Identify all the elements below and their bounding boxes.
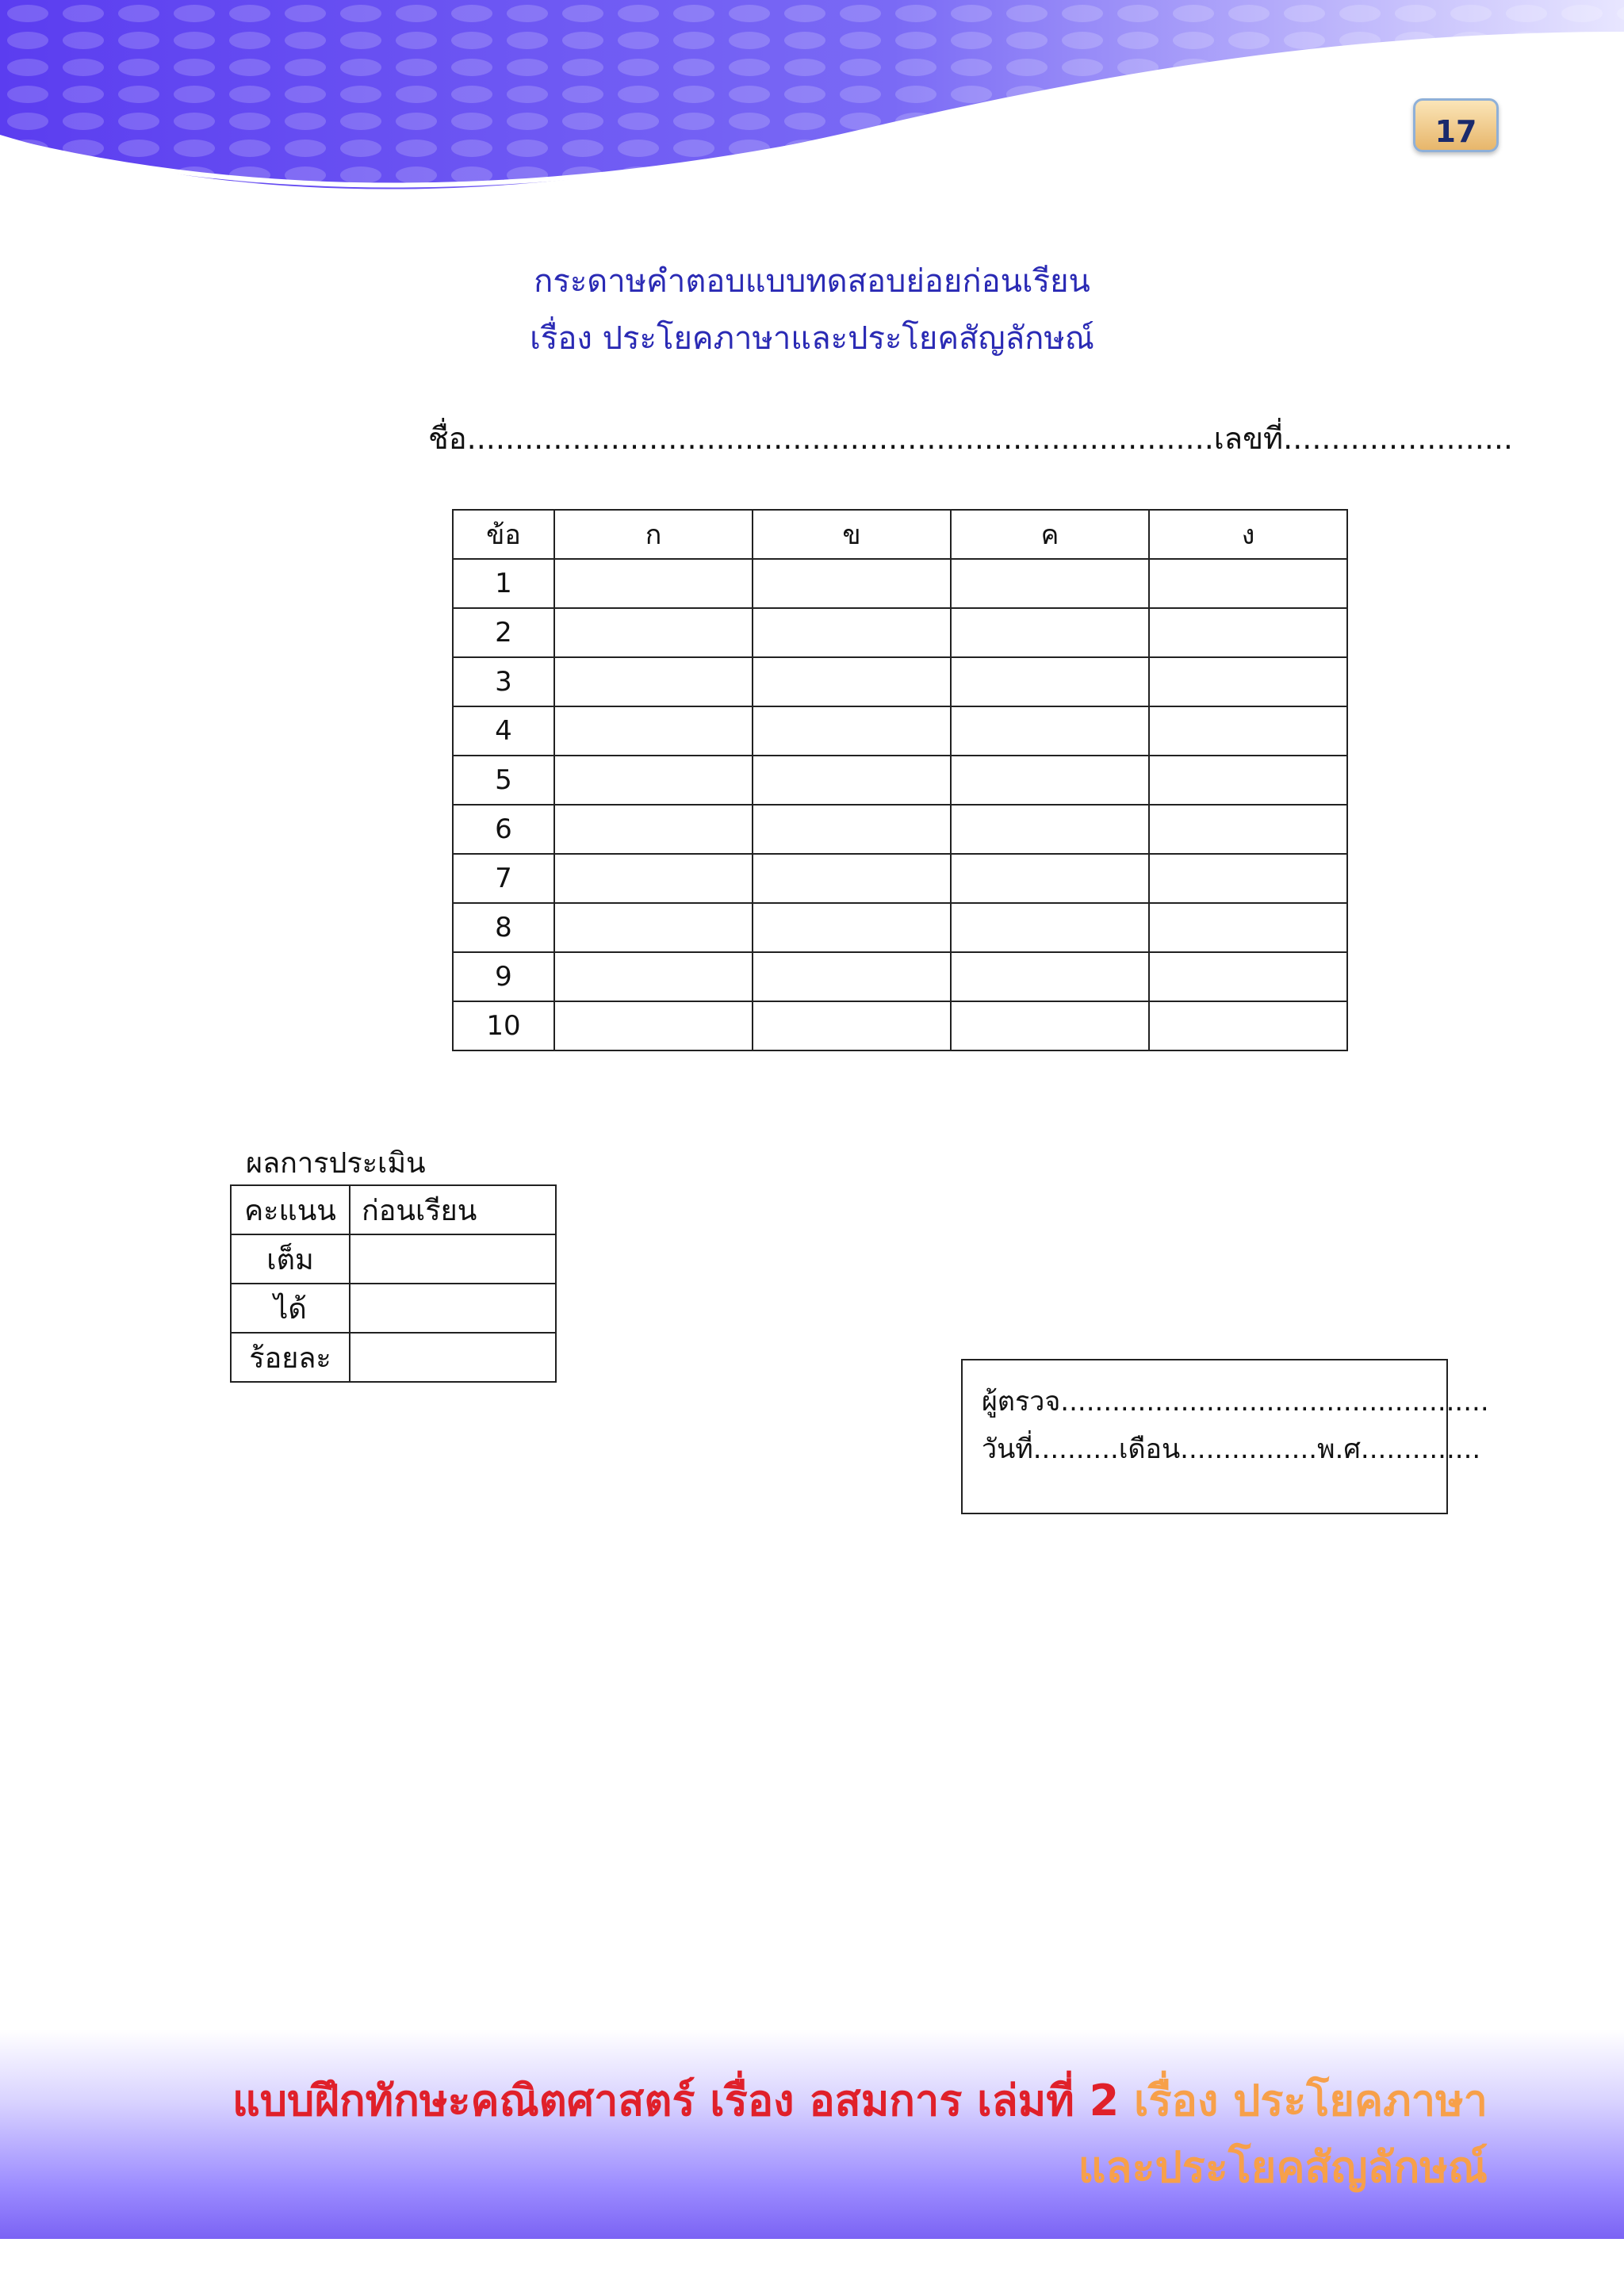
answer-cell[interactable] [1149, 608, 1347, 657]
number-blank[interactable]: ........................ [1283, 421, 1514, 456]
answer-cell[interactable] [753, 657, 951, 706]
answer-cell[interactable] [753, 805, 951, 854]
item-number: 1 [453, 559, 554, 608]
item-number: 10 [453, 1001, 554, 1050]
page-subtitle: เรื่อง ประโยคภาษาและประโยคสัญลักษณ์ [530, 320, 1094, 357]
answer-cell[interactable] [951, 952, 1149, 1001]
answer-cell[interactable] [554, 608, 753, 657]
name-blank[interactable]: .............................................................................. [466, 421, 1214, 456]
eval-label: คะแนน [231, 1185, 350, 1234]
eval-value-cell[interactable] [350, 1333, 556, 1382]
answer-cell[interactable] [1149, 657, 1347, 706]
table-row [453, 854, 1347, 903]
page-number: 17 [1434, 114, 1477, 149]
answer-cell[interactable] [753, 903, 951, 952]
answer-cell[interactable] [554, 756, 753, 805]
answer-cell[interactable] [951, 903, 1149, 952]
eval-label: ร้อยละ [231, 1333, 350, 1382]
item-number: 4 [453, 706, 554, 756]
footer-topic-text: เรื่อง ประโยคภาษา [1134, 2076, 1488, 2126]
answer-cell[interactable] [753, 608, 951, 657]
answer-cell[interactable] [1149, 854, 1347, 903]
answer-cell[interactable] [1149, 805, 1347, 854]
checker-box [961, 1359, 1489, 1514]
answer-cell[interactable] [554, 559, 753, 608]
page-number-badge [1413, 98, 1499, 152]
answer-cell[interactable] [951, 657, 1149, 706]
answer-cell[interactable] [554, 903, 753, 952]
answer-cell[interactable] [951, 608, 1149, 657]
answer-cell[interactable] [554, 657, 753, 706]
item-number: 3 [453, 657, 554, 706]
name-label: ชื่อ [428, 421, 467, 456]
header-item-number: ข้อ [453, 510, 554, 559]
item-number: 8 [453, 903, 554, 952]
answer-cell[interactable] [753, 952, 951, 1001]
table-row [231, 1333, 556, 1382]
answer-table [452, 509, 1348, 1051]
item-number: 9 [453, 952, 554, 1001]
checker-date-line[interactable]: วันที่..........เดือน................พ.ศ.............. [982, 1433, 1481, 1465]
evaluation-table [230, 1184, 557, 1383]
number-label: เลขที่ [1213, 421, 1284, 456]
footer-title-line2 [60, 2133, 1488, 2201]
answer-cell[interactable] [554, 1001, 753, 1050]
header-option-b: ข [753, 510, 951, 559]
answer-cell[interactable] [951, 1001, 1149, 1050]
table-row [231, 1234, 556, 1284]
table-row [453, 608, 1347, 657]
table-row [453, 805, 1347, 854]
answer-cell[interactable] [753, 706, 951, 756]
answer-cell[interactable] [1149, 756, 1347, 805]
answer-cell[interactable] [1149, 1001, 1347, 1050]
answer-cell[interactable] [1149, 952, 1347, 1001]
table-row [453, 903, 1347, 952]
answer-cell[interactable] [1149, 559, 1347, 608]
table-row [231, 1185, 556, 1234]
answer-cell[interactable] [753, 756, 951, 805]
answer-cell[interactable] [753, 559, 951, 608]
item-number: 2 [453, 608, 554, 657]
answer-cell[interactable] [951, 854, 1149, 903]
answer-cell[interactable] [951, 756, 1149, 805]
table-row [231, 1284, 556, 1333]
eval-value-cell[interactable] [350, 1284, 556, 1333]
header-option-c: ค [951, 510, 1149, 559]
answer-cell[interactable] [554, 952, 753, 1001]
table-row [453, 1001, 1347, 1050]
footer-title-line1 [60, 2066, 1488, 2134]
header-option-d: ง [1149, 510, 1347, 559]
table-row [453, 706, 1347, 756]
item-number: 7 [453, 854, 554, 903]
answer-cell[interactable] [1149, 706, 1347, 756]
checker-name-line[interactable]: ผู้ตรวจ.................................................. [982, 1386, 1489, 1418]
table-row [453, 952, 1347, 1001]
footer-topic-text-cont: และประโยคสัญลักษณ์ [1078, 2142, 1488, 2192]
answer-cell[interactable] [951, 706, 1149, 756]
evaluation-title: ผลการประเมิน [246, 1147, 426, 1180]
table-row [453, 657, 1347, 706]
footer-series-text: แบบฝึกทักษะคณิตศาสตร์ เรื่อง อสมการ เล่มที่ 2 [232, 2076, 1135, 2126]
eval-value-cell[interactable] [350, 1234, 556, 1284]
answer-cell[interactable] [1149, 903, 1347, 952]
student-info-line [428, 414, 1513, 462]
answer-table-header [453, 510, 1347, 559]
answer-cell[interactable] [554, 706, 753, 756]
answer-cell[interactable] [951, 805, 1149, 854]
item-number: 5 [453, 756, 554, 805]
item-number: 6 [453, 805, 554, 854]
eval-header-pretest: ก่อนเรียน [350, 1185, 556, 1234]
eval-label: เต็ม [231, 1234, 350, 1284]
answer-cell[interactable] [753, 854, 951, 903]
table-row [453, 559, 1347, 608]
header-option-a: ก [554, 510, 753, 559]
answer-cell[interactable] [554, 854, 753, 903]
answer-cell[interactable] [951, 559, 1149, 608]
answer-cell[interactable] [753, 1001, 951, 1050]
page-title: กระดาษคำตอบแบบทดสอบย่อยก่อนเรียน [534, 263, 1090, 300]
header-wave-decoration [0, 0, 1624, 222]
answer-cell[interactable] [554, 805, 753, 854]
table-row [453, 756, 1347, 805]
eval-label: ได้ [231, 1284, 350, 1333]
